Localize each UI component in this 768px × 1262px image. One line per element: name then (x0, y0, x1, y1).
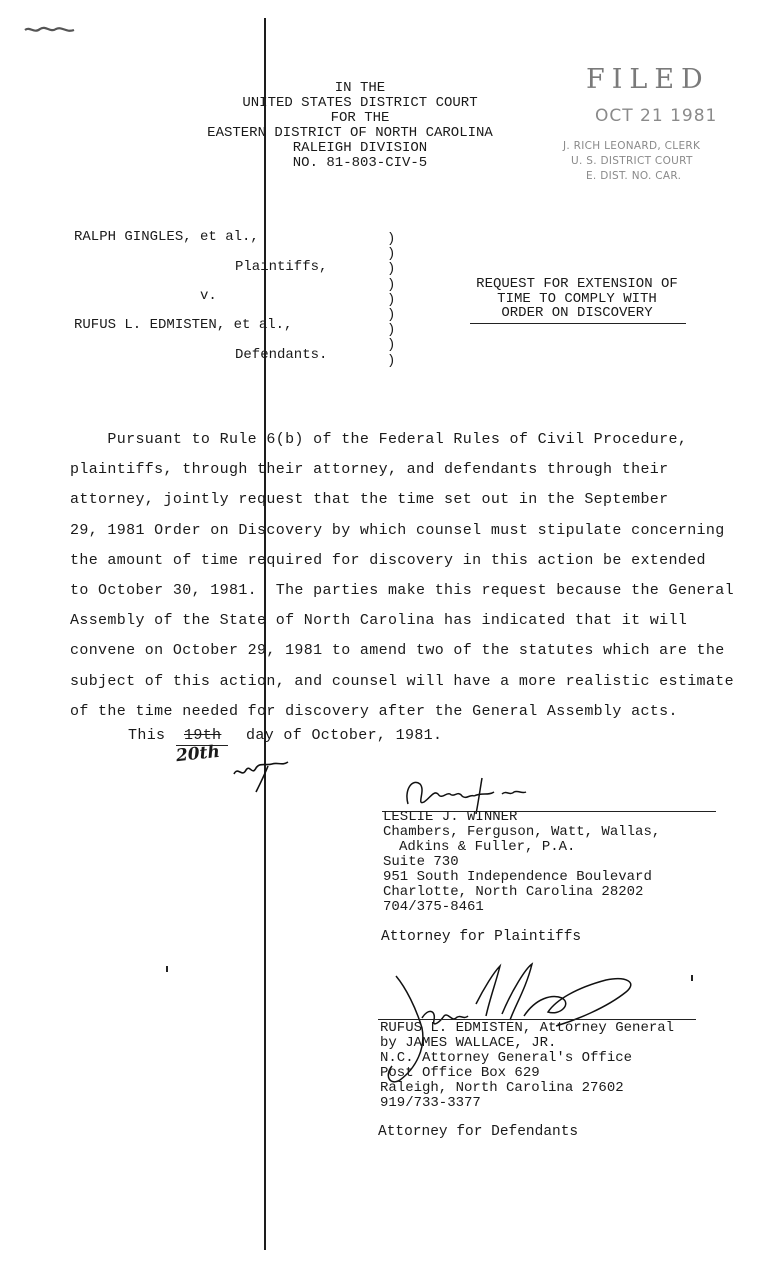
plaintiff-counsel-firm: Chambers, Ferguson, Watt, Wallas, (383, 824, 661, 840)
dated-handwritten-day: 20th (175, 741, 221, 767)
defendant-counsel-name: RUFUS L. EDMISTEN, Attorney General (380, 1020, 675, 1036)
plaintiff-counsel-street: 951 South Independence Boulevard (383, 869, 652, 885)
filed-stamp-district: E. DIST. NO. CAR. (586, 170, 682, 182)
defendant-name: RUFUS L. EDMISTEN, et al., (74, 317, 293, 333)
plaintiff-role: Plaintiffs, (235, 259, 328, 275)
body-line: Pursuant to Rule 6(b) of the Federal Rules of Civil Procedure, (70, 431, 688, 448)
plaintiff-name: RALPH GINGLES, et al., (74, 229, 259, 245)
dated-struck-day: 19th (184, 727, 222, 744)
body-line: convene on October 29, 1981 to amend two of the statutes which are the (70, 642, 725, 659)
header-case-number: NO. 81-803-CIV-5 (292, 155, 428, 171)
document-title-line3: ORDER ON DISCOVERY (501, 305, 653, 321)
defendant-counsel-box: Post Office Box 629 (380, 1065, 540, 1081)
body-line: to October 30, 1981. The parties make this request because the General (70, 582, 734, 599)
plaintiff-counsel-firm-cont: Adkins & Fuller, P.A. (399, 839, 576, 855)
body-line: 29, 1981 Order on Discovery by which counsel must stipulate concerning (70, 522, 725, 539)
body-line: attorney, jointly request that the time set out in the September (70, 491, 669, 508)
plaintiff-counsel-suite: Suite 730 (383, 854, 459, 870)
defendant-counsel-city: Raleigh, North Carolina 27602 (380, 1080, 624, 1096)
header-division: RALEIGH DIVISION (292, 140, 428, 156)
filed-stamp-date: OCT 21 1981 (595, 106, 718, 126)
plaintiff-counsel-name: LESLIE J. WINNER (383, 809, 518, 825)
defendant-counsel-phone: 919/733-3377 (380, 1095, 481, 1111)
versus-label: v. (200, 288, 217, 304)
defendant-role: Defendants. (235, 347, 328, 363)
corner-scribble-mark (22, 22, 82, 38)
body-line: plaintiffs, through their attorney, and defendants through their (70, 461, 669, 478)
filed-stamp-title: FILED (586, 64, 710, 95)
plaintiff-counsel-phone: 704/375-8461 (383, 899, 484, 915)
header-in-the: IN THE (334, 80, 386, 96)
dated-suffix: day of October, 1981. (246, 727, 443, 744)
handwritten-initials-mark (230, 752, 290, 797)
defendant-counsel-role: Attorney for Defendants (378, 1124, 579, 1140)
header-district: EASTERN DISTRICT OF NORTH CAROLINA (207, 125, 493, 141)
stray-mark (691, 975, 693, 981)
defendant-counsel-by: by JAMES WALLACE, JR. (380, 1035, 557, 1051)
title-underline (470, 323, 686, 324)
defendant-counsel-office: N.C. Attorney General's Office (380, 1050, 633, 1066)
vertical-scan-line (264, 18, 266, 1250)
filed-stamp-clerk: J. RICH LEONARD, CLERK (563, 140, 701, 152)
filed-stamp-court: U. S. DISTRICT COURT (571, 155, 693, 167)
body-line: of the time needed for discovery after the General Assembly acts. (70, 703, 678, 720)
plaintiff-counsel-city: Charlotte, North Carolina 28202 (383, 884, 644, 900)
dated-prefix: This (128, 727, 166, 744)
plaintiff-counsel-role: Attorney for Plaintiffs (381, 929, 582, 945)
header-for-the: FOR THE (330, 110, 390, 126)
body-line: Assembly of the State of North Carolina has indicated that it will (70, 612, 688, 629)
body-line: the amount of time required for discovery in this action be extended (70, 552, 706, 569)
header-court-name: UNITED STATES DISTRICT COURT (242, 95, 478, 111)
document-title-line2: TIME TO COMPLY WITH (497, 291, 657, 307)
stray-mark (166, 966, 168, 972)
caption-parentheses: ) ) ) ) ) ) ) ) ) (387, 231, 396, 369)
body-line: subject of this action, and counsel will have a more realistic estimate (70, 673, 734, 690)
document-title-line1: REQUEST FOR EXTENSION OF (476, 276, 678, 292)
